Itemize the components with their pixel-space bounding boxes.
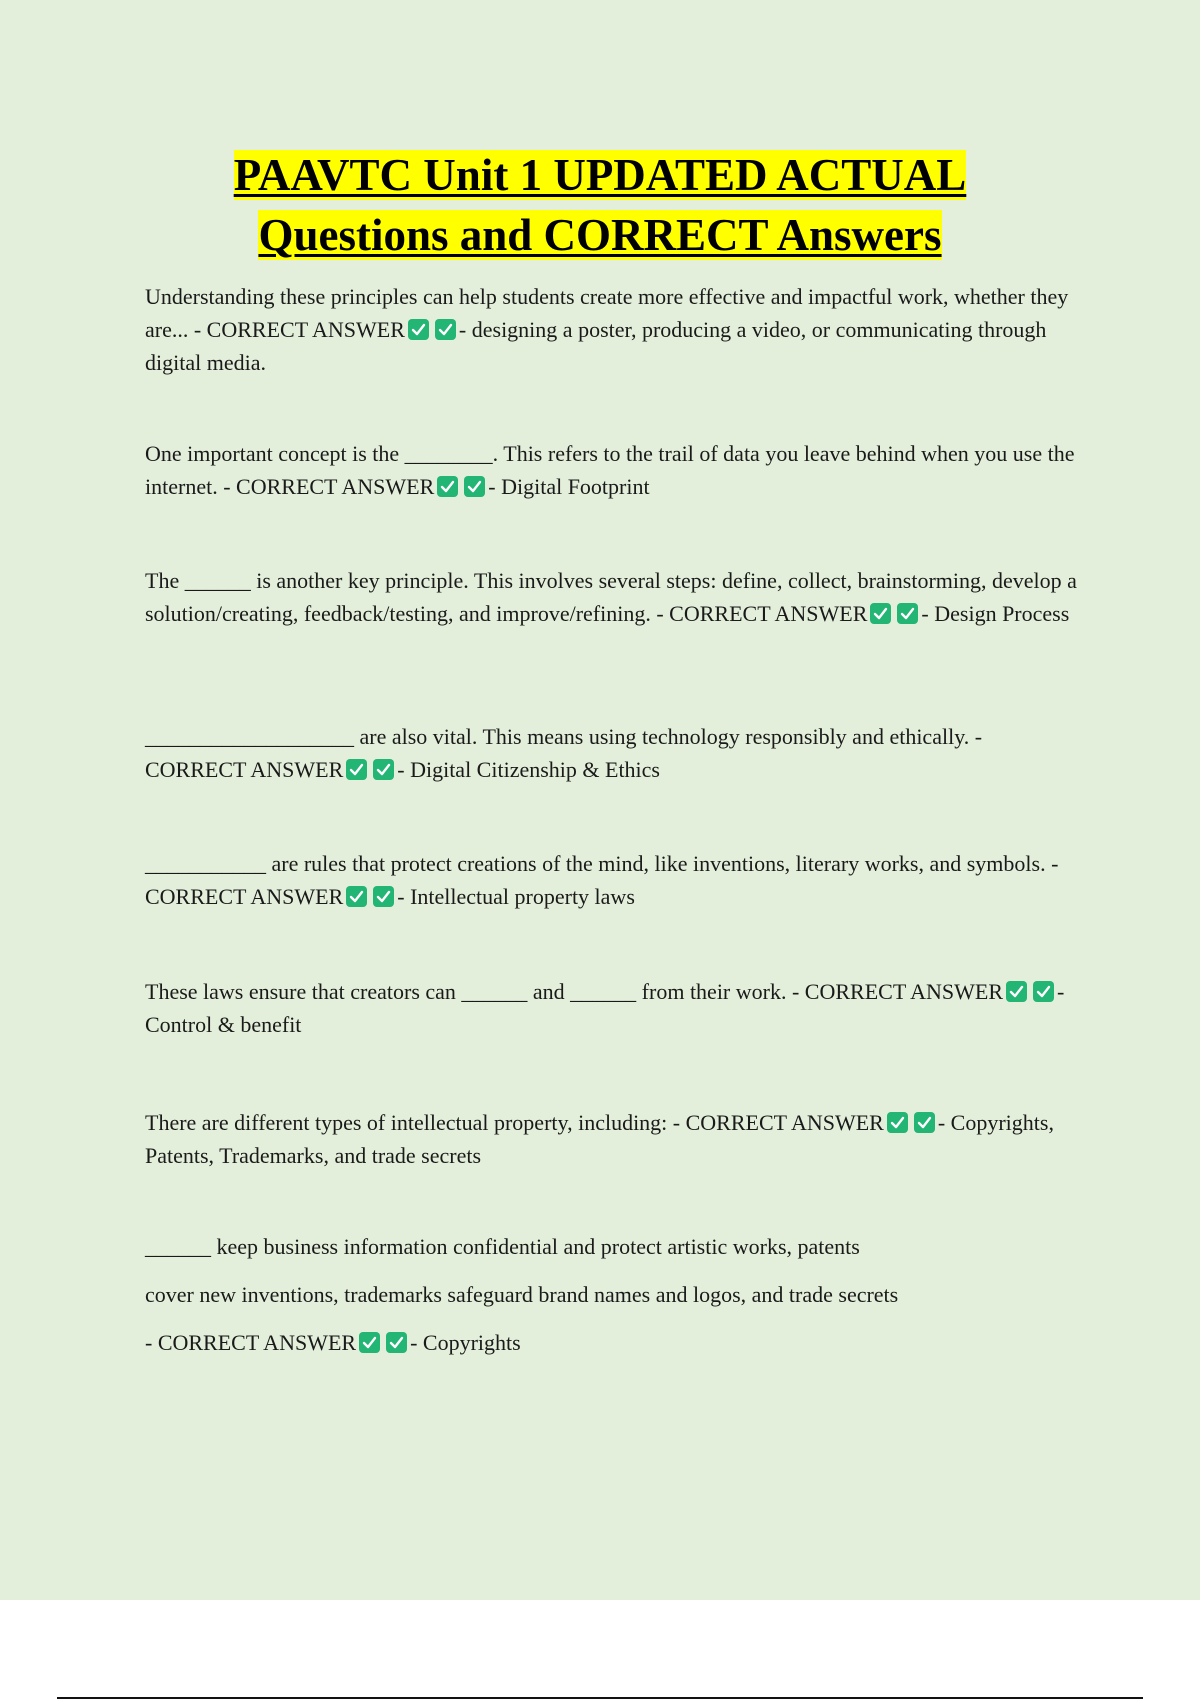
qa-item: [145, 564, 1080, 630]
check-box-icon: [346, 886, 367, 907]
check-box-icon: [408, 319, 429, 340]
correct-answer-label: - CORRECT ANSWER: [656, 601, 868, 626]
check-box-icon: [373, 759, 394, 780]
check-box-icon: [346, 759, 367, 780]
check-box-icon: [870, 603, 891, 624]
question-text: ___________________ are also vital. This means using technology responsibly and ethically.: [145, 724, 970, 749]
check-box-icon: [1033, 981, 1054, 1002]
question-text: These laws ensure that creators can ______ and ______ from their work.: [145, 979, 787, 1004]
question-text: The ______ is another key principle. This involves several steps: define, collect, brainstorming, develop a solution/creating, feedback/testing, and improve/refining.: [145, 568, 1077, 626]
question-text: ______ keep business information confidential and protect artistic works, patents cover new inventions, trademarks safeguard brand names and logos, and trade secrets: [145, 1234, 899, 1307]
answer-text: - Control & benefit: [145, 979, 1065, 1037]
correct-answer-label: - CORRECT ANSWER: [145, 1330, 357, 1355]
question-text: ___________ are rules that protect creations of the mind, like inventions, literary works, and symbols.: [145, 851, 1046, 876]
check-box-icon: [435, 319, 456, 340]
check-box-icon: [464, 476, 485, 497]
check-box-icon: [897, 603, 918, 624]
answer-text: - Copyrights, Patents, Trademarks, and trade secrets: [145, 1110, 1054, 1168]
document-title: [0, 145, 1200, 265]
check-box-icon: [373, 886, 394, 907]
question-text: Understanding these principles can help students create more effective and impactful work, whether they are...: [145, 284, 1069, 342]
check-box-icon: [437, 476, 458, 497]
qa-item: [145, 280, 1080, 379]
qa-item: [145, 437, 1080, 503]
question-text: There are different types of intellectual property, including:: [145, 1110, 668, 1135]
check-box-icon: [359, 1332, 380, 1353]
answer-text: - Digital Footprint: [488, 474, 650, 499]
correct-answer-label: - CORRECT ANSWER: [791, 979, 1004, 1004]
check-box-icon: [386, 1332, 407, 1353]
answer-text: - designing a poster, producing a video, or communicating through digital media.: [145, 317, 1047, 375]
correct-answer-label: - CORRECT ANSWER: [193, 317, 405, 342]
answer-text: - Design Process: [921, 601, 1070, 626]
answer-text: - Digital Citizenship & Ethics: [397, 757, 660, 782]
qa-item: [145, 1223, 905, 1367]
qa-item: [145, 1106, 1080, 1172]
answer-text: - Copyrights: [410, 1330, 521, 1355]
footer-rule: [57, 1697, 1143, 1699]
check-box-icon: [914, 1112, 935, 1133]
question-text: One important concept is the ________. This refers to the trail of data you leave behind when you use the internet.: [145, 441, 1075, 499]
correct-answer-label: - CORRECT ANSWER: [145, 724, 983, 782]
title-line-1: PAAVTC Unit 1 UPDATED ACTUAL: [233, 150, 967, 200]
qa-item: [145, 975, 1080, 1041]
answer-text: - Intellectual property laws: [397, 884, 635, 909]
correct-answer-label: - CORRECT ANSWER: [672, 1110, 884, 1135]
correct-answer-label: - CORRECT ANSWER: [145, 851, 1059, 909]
title-line-2: Questions and CORRECT Answers: [258, 210, 942, 260]
correct-answer-label: - CORRECT ANSWER: [223, 474, 435, 499]
qa-item: [145, 847, 1080, 913]
check-box-icon: [887, 1112, 908, 1133]
qa-item: [145, 720, 1080, 786]
check-box-icon: [1006, 981, 1027, 1002]
